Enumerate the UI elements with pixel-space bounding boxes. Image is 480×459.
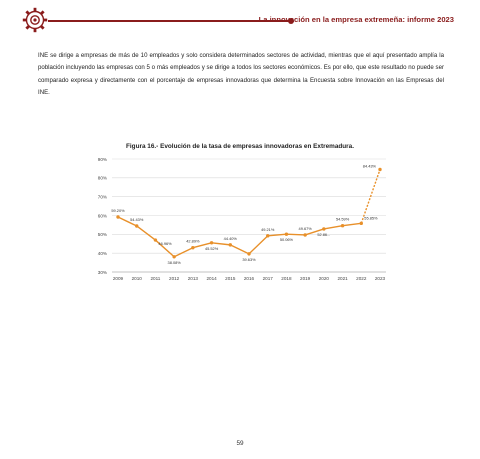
data-label: 39.63% xyxy=(242,256,256,262)
header-rule xyxy=(48,20,292,22)
gear-emblem-icon xyxy=(22,7,48,33)
figure-title: Figura 16.- Evolución de la tasa de empresas innovadoras en Extremadura. xyxy=(125,143,354,150)
data-label: 49.21% xyxy=(261,226,275,232)
data-point xyxy=(154,238,157,241)
x-tick-label: 2013 xyxy=(187,276,198,281)
x-tick-label: 2009 xyxy=(112,276,124,281)
chart-data-labels xyxy=(111,163,378,264)
y-tick-label: 90% xyxy=(97,156,107,162)
data-point xyxy=(378,168,381,171)
data-point xyxy=(266,234,269,237)
x-tick-label: 2023 xyxy=(374,276,386,281)
data-label: 38.08% xyxy=(167,259,181,265)
chart-y-axis xyxy=(98,157,107,275)
chart-points xyxy=(116,168,381,259)
x-tick-label: 2010 xyxy=(131,276,142,281)
data-label: 45.52% xyxy=(204,245,219,251)
x-tick-label: 2018 xyxy=(281,276,292,281)
y-tick-label: 70% xyxy=(97,194,107,200)
data-point xyxy=(135,224,138,227)
x-tick-label: 2022 xyxy=(356,276,367,281)
chart-series-line xyxy=(118,169,380,256)
x-tick-label: 2020 xyxy=(318,276,329,281)
y-tick-label: 40% xyxy=(97,250,107,256)
data-label: 55.85% xyxy=(364,215,378,221)
x-tick-label: 2017 xyxy=(262,276,273,281)
data-label: 44.40% xyxy=(223,235,237,241)
chart-x-axis xyxy=(112,272,386,281)
x-tick-label: 2021 xyxy=(337,276,348,281)
y-tick-label: 80% xyxy=(97,175,107,181)
data-point xyxy=(247,252,250,255)
data-label: 50.06% xyxy=(279,237,294,243)
data-label: 54.43% xyxy=(130,216,144,222)
page-header xyxy=(0,0,480,44)
x-tick-label: 2011 xyxy=(150,276,161,281)
x-tick-label: 2014 xyxy=(206,276,217,281)
data-label: 42.89% xyxy=(186,238,200,244)
x-tick-label: 2016 xyxy=(243,276,255,281)
page-number: 59 xyxy=(236,440,244,447)
data-point xyxy=(210,241,213,244)
data-point xyxy=(285,233,288,236)
y-tick-label: 50% xyxy=(97,232,107,238)
data-point xyxy=(229,243,232,246)
data-point xyxy=(116,215,119,218)
x-tick-label: 2012 xyxy=(169,276,180,281)
data-label: 52.86... xyxy=(317,231,331,237)
data-point xyxy=(341,224,344,227)
data-label: 49.67% xyxy=(298,225,312,231)
x-tick-label: 2015 xyxy=(225,276,236,281)
body-paragraph: INE se dirige a empresas de más de 10 empleados y solo considera determinados sectores de actividad, mientras que el aquí presentado amplía la población incluyendo las empresas con 5 o más empleados y se dirige a todos los sectores económicos. Es por ello, que este resultado no puede ser comparado expresa y directamente con el porcentaje de empresas innovadoras que determina la Encuesta sobre Innovación en las Empresas del INE. xyxy=(38,52,444,97)
data-point xyxy=(172,255,175,258)
y-tick-label: 30% xyxy=(97,269,107,275)
data-point xyxy=(360,222,363,225)
x-tick-label: 2019 xyxy=(300,276,311,281)
data-label: 84.43% xyxy=(362,163,376,169)
data-label: 54.59% xyxy=(335,216,350,222)
data-label: 46.96% xyxy=(158,241,172,247)
data-point xyxy=(191,246,194,249)
line-chart xyxy=(86,155,398,285)
data-label: 59.20% xyxy=(111,208,125,214)
data-point xyxy=(303,233,306,236)
header-title: La innovación en la empresa extremeña: informe 2023 xyxy=(258,15,454,24)
y-tick-label: 60% xyxy=(97,213,107,219)
data-point xyxy=(322,227,325,230)
